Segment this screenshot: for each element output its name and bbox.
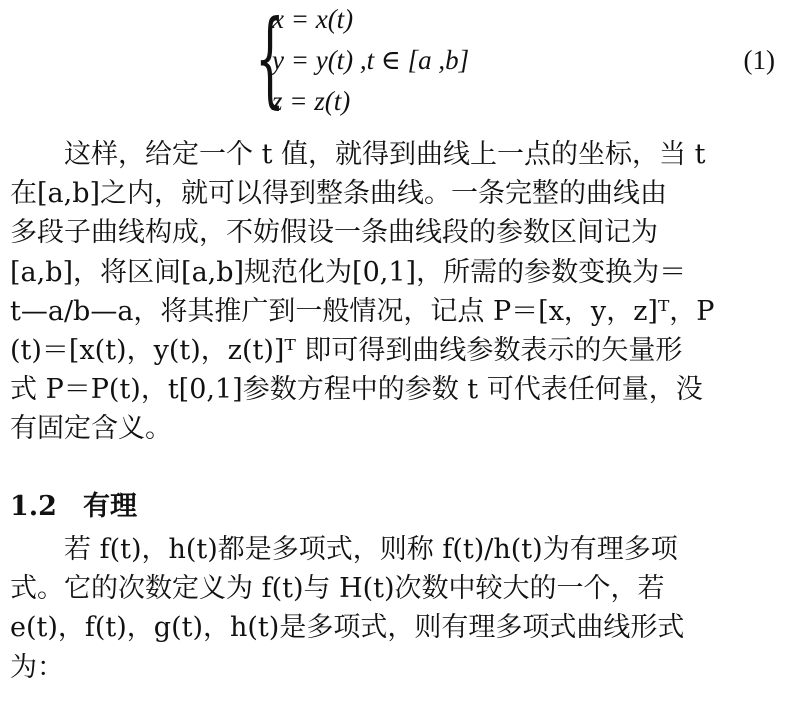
- text-line: t—a/b—a，将其推广到一般情况，记点 P＝[x，y，z]ᵀ，P: [10, 295, 715, 327]
- section-number: 1.2: [10, 491, 57, 522]
- text-line: 若 f(t)，h(t)都是多项式，则称 f(t)/h(t)为有理多项: [64, 534, 678, 565]
- section-heading: [10, 487, 137, 526]
- text-line: 式 P＝P(t)，t[0,1]参数方程中的参数 t 可代表任何量，没: [10, 374, 703, 406]
- text-line: 为：: [10, 651, 64, 683]
- equation-line-x: x = x(t): [272, 4, 354, 34]
- section-title: 有理: [82, 491, 137, 522]
- equation-number: (1): [743, 45, 775, 75]
- text-line: 这样，给定一个 t 值，就得到曲线上一点的坐标，当 t: [64, 139, 706, 170]
- parametric-equation-block: [255, 0, 800, 122]
- text-line: 式。它的次数定义为 f(t)与 H(t)次数中较大的一个，若: [10, 573, 665, 605]
- text-line: 多段子曲线构成，不妨假设一条曲线段的参数区间记为: [10, 217, 658, 249]
- left-brace: {: [255, 0, 285, 119]
- text-line: (t)＝[x(t)，y(t)，z(t)]ᵀ 即可得到曲线参数表示的矢量形: [10, 334, 683, 366]
- equation-line-z: z = z(t): [272, 86, 351, 116]
- text-line: 有固定含义。: [10, 413, 172, 445]
- equation-line-y: y = y(t) ,t ∈ [a ,b]: [272, 45, 470, 75]
- paragraph-rational-polynomial: [10, 530, 790, 687]
- text-line: e(t)，f(t)，g(t)，h(t)是多项式，则有理多项式曲线形式: [10, 612, 685, 644]
- text-line: 在[a,b]之内，就可以得到整条曲线。一条完整的曲线由: [10, 178, 668, 210]
- paragraph-parametric-curve: [10, 135, 790, 449]
- text-line: [a,b]，将区间[a,b]规范化为[0,1]，所需的参数变换为＝: [10, 256, 687, 288]
